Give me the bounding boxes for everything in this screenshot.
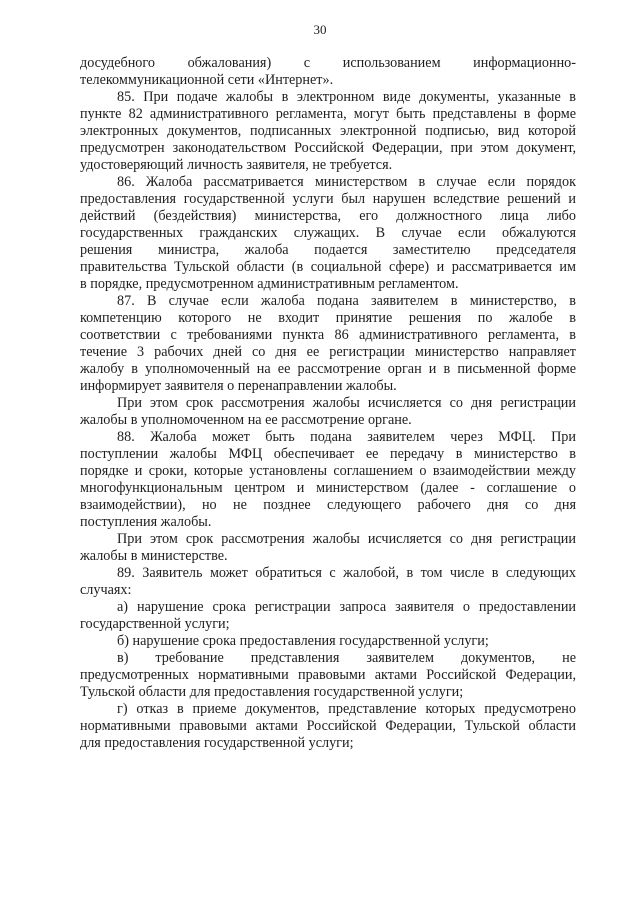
paragraph-line: При этом срок рассмотрения жалобы исчисляется со дня регистрации: [117, 395, 576, 411]
list-item-g-line: г) отказ в приеме документов, представление которых предусмотрено: [117, 701, 576, 717]
text-line: соответствии с требованиями пункта 86 административного регламента, в: [80, 327, 576, 343]
paragraph-86-line: 86. Жалоба рассматривается министерством в случае если порядок: [117, 174, 576, 190]
text-line: предоставления государственной услуги был нарушен вследствие решений и: [80, 191, 576, 207]
list-item-a-line: а) нарушение срока регистрации запроса заявителя о предоставлении: [117, 599, 576, 615]
paragraph-line: При этом срок рассмотрения жалобы исчисляется со дня регистрации: [117, 531, 576, 547]
text-line: многофункциональным центром и министерством (далее - соглашение о: [80, 480, 576, 496]
text-line: нормативными правовыми актами Российской Федерации, Тульской области: [80, 718, 576, 734]
paragraph-85-line: 85. При подаче жалобы в электронном виде документы, указанные в: [117, 89, 576, 105]
text-line: предусмотренных нормативными правовыми актами Российской Федерации,: [80, 667, 576, 683]
text-line: правительства Тульской области (в социальной сфере) и рассматривается им: [80, 259, 576, 275]
text-line: жалобу в уполномоченный на ее рассмотрение орган и в письменной форме: [80, 361, 576, 377]
text-line: случаях:: [80, 582, 132, 598]
text-line: удостоверяющий личность заявителя, не требуется.: [80, 157, 393, 173]
text-line: порядке и сроки, которые установлены соглашением о взаимодействии между: [80, 463, 576, 479]
text-line: телекоммуникационной сети «Интернет».: [80, 72, 334, 88]
paragraph-87-line: 87. В случае если жалоба подана заявителем в министерство, в: [117, 293, 576, 309]
text-line: в порядке, предусмотренном административным регламентом.: [80, 276, 459, 292]
text-line: Тульской области для предоставления государственной услуги;: [80, 684, 464, 700]
page-number: 30: [313, 22, 327, 37]
text-line: государственной услуги;: [80, 616, 230, 632]
document-body: [80, 55, 576, 752]
list-item-b-line: б) нарушение срока предоставления государственной услуги;: [117, 633, 489, 649]
text-line: информирует заявителя о перенаправлении жалобы.: [80, 378, 397, 394]
text-line: досудебного обжалования) с использованием информационно-: [80, 55, 576, 71]
text-line: пункте 82 административного регламента, могут быть представлены в форме: [80, 106, 576, 122]
text-line: для предоставления государственной услуги;: [80, 735, 354, 751]
text-line: действий (бездействия) министерства, его должностного лица либо: [80, 208, 576, 224]
text-line: решения министра, жалоба подается заместителю председателя: [80, 242, 576, 258]
text-line: жалобы в уполномоченном на ее рассмотрение органе.: [80, 412, 412, 428]
text-line: взаимодействии), но не позднее следующего рабочего дня со дня: [80, 497, 576, 513]
text-line: поступлении жалобы МФЦ обеспечивает ее передачу в министерство в: [80, 446, 576, 462]
text-line: компетенцию которого не входит принятие решения по жалобе в: [80, 310, 576, 326]
text-line: поступления жалобы.: [80, 514, 212, 530]
paragraph-88-line: 88. Жалоба может быть подана заявителем через МФЦ. При: [117, 429, 576, 445]
list-item-v-line: в) требование представления заявителем документов, не: [117, 650, 576, 666]
paragraph-89-line: 89. Заявитель может обратиться с жалобой, в том числе в следующих: [117, 565, 576, 581]
text-line: предусмотрен законодательством Российской Федерации, при этом документ,: [80, 140, 576, 156]
text-line: течение 3 рабочих дней со дня ее регистрации министерство направляет: [80, 344, 576, 360]
text-line: жалобы в министерстве.: [80, 548, 228, 564]
text-line: электронных документов, подписанных электронной подписью, вид которой: [80, 123, 576, 139]
text-line: государственных гражданских служащих. В случае если обжалуются: [80, 225, 576, 241]
